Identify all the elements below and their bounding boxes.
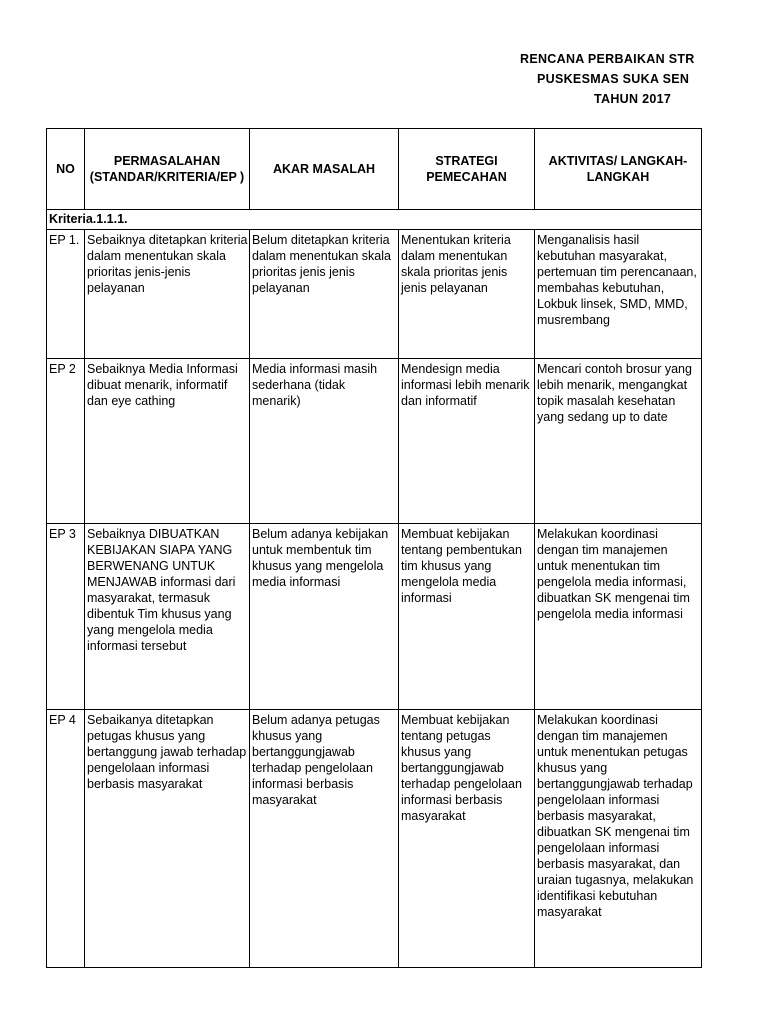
- criteria-label: Kriteria.1.1.1.: [47, 210, 702, 230]
- header-aktivitas: AKTIVITAS/ LANGKAH-LANGKAH: [535, 129, 702, 210]
- cell-permasalahan: Sebaiknya DIBUATKAN KEBIJAKAN SIAPA YANG BERWENANG UNTUK MENJAWAB informasi dari masyarakat, termasuk dibentuk Tim khusus yang yang mengelola media informasi tersebut: [85, 524, 250, 710]
- header-row: [47, 129, 702, 210]
- cell-aktivitas: Mencari contoh brosur yang lebih menarik, mengangkat topik masalah kesehatan yang sedang up to date: [535, 359, 702, 524]
- cell-no: EP 3: [47, 524, 85, 710]
- table-row: [47, 359, 702, 524]
- cell-akar-masalah: Belum ditetapkan kriteria dalam menentukan skala prioritas jenis jenis pelayanan: [250, 230, 399, 359]
- cell-akar-masalah: Belum adanya petugas khusus yang bertanggungjawab terhadap pengelolaan informasi berbasis masyarakat: [250, 710, 399, 968]
- title-line-3: TAHUN 2017: [594, 92, 672, 106]
- cell-akar-masalah: Media informasi masih sederhana (tidak menarik): [250, 359, 399, 524]
- cell-no: EP 1.: [47, 230, 85, 359]
- cell-aktivitas: Melakukan koordinasi dengan tim manajemen untuk menentukan tim pengelola media informasi, dibuatkan SK mengenai tim pengelola media informasi: [535, 524, 702, 710]
- title-line-2: PUSKESMAS SUKA SEN: [537, 72, 690, 86]
- cell-strategi: Menentukan kriteria dalam menentukan skala prioritas jenis jenis pelayanan: [399, 230, 535, 359]
- cell-aktivitas: Melakukan koordinasi dengan tim manajemen untuk menentukan petugas khusus yang bertanggungjawab terhadap pengelolaan informasi berbasis masyarakat, dibuatkan SK mengenai tim pengelolaan informasi berbasis masyarakat, dan uraian tugasnya, melakukan identifikasi kebutuhan masyarakat: [535, 710, 702, 968]
- cell-no: EP 2: [47, 359, 85, 524]
- cell-permasalahan: Sebaiknya Media Informasi dibuat menarik, informatif dan eye cathing: [85, 359, 250, 524]
- header-no: NO: [47, 129, 85, 210]
- criteria-row: [47, 210, 702, 230]
- cell-no: EP 4: [47, 710, 85, 968]
- header-strategi-pemecahan: STRATEGI PEMECAHAN: [399, 129, 535, 210]
- cell-strategi: Mendesign media informasi lebih menarik dan informatif: [399, 359, 535, 524]
- header-permasalahan: PERMASALAHAN (STANDAR/KRITERIA/EP ): [85, 129, 250, 210]
- cell-akar-masalah: Belum adanya kebijakan untuk membentuk tim khusus yang mengelola media informasi: [250, 524, 399, 710]
- table-row: [47, 710, 702, 968]
- cell-aktivitas: Menganalisis hasil kebutuhan masyarakat, pertemuan tim perencanaan, membahas kebutuhan, Lokbuk linsek, SMD, MMD, musrembang: [535, 230, 702, 359]
- table-row: [47, 524, 702, 710]
- table-row: [47, 230, 702, 359]
- title-line-1: RENCANA PERBAIKAN STR: [520, 52, 695, 66]
- cell-strategi: Membuat kebijakan tentang petugas khusus yang bertanggungjawab terhadap pengelolaan informasi berbasis masyarakat: [399, 710, 535, 968]
- improvement-plan-table: [46, 128, 702, 968]
- cell-strategi: Membuat kebijakan tentang pembentukan tim khusus yang mengelola media informasi: [399, 524, 535, 710]
- header-akar-masalah: AKAR MASALAH: [250, 129, 399, 210]
- cell-permasalahan: Sebaikanya ditetapkan petugas khusus yang bertanggung jawab terhadap pengelolaan informasi berbasis masyarakat: [85, 710, 250, 968]
- cell-permasalahan: Sebaiknya ditetapkan kriteria dalam menentukan skala prioritas jenis-jenis pelayanan: [85, 230, 250, 359]
- document-title: [0, 52, 768, 112]
